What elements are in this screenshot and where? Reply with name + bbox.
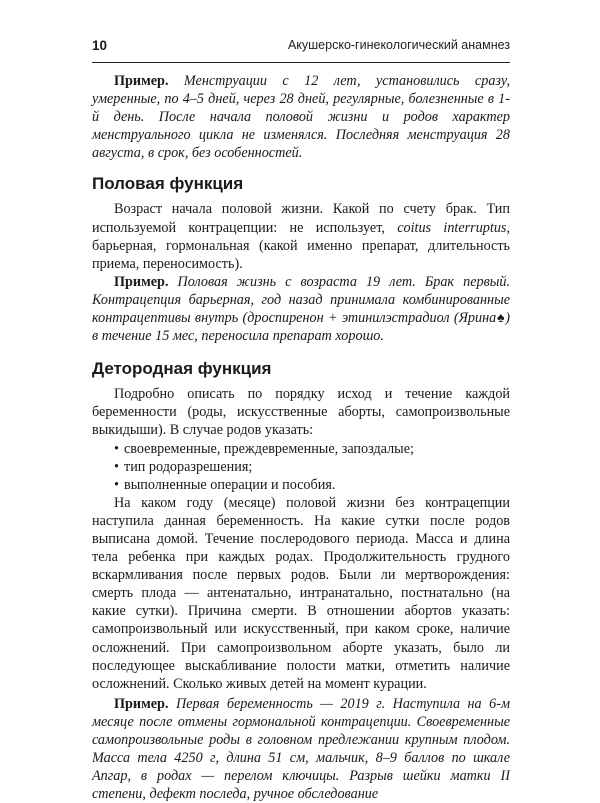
paragraph-text: , барьерная, гормональная (какой именно препарат, длительность приема, переносимость).: [92, 219, 510, 272]
example-pregnancy: [92, 695, 510, 803]
list-item-text: выполненные операции и пособия.: [124, 476, 336, 493]
bullet-list: [92, 440, 510, 494]
list-item: [114, 440, 510, 458]
list-item: [114, 458, 510, 476]
example-sexual-function: [92, 273, 510, 345]
header-divider: [92, 62, 510, 63]
paragraph-sexual-function: [92, 200, 510, 272]
bullet-glyph: •: [114, 440, 119, 457]
example-text: Половая жизнь с возраста 19 лет. Брак первый. Контрацепция барьерная, год назад принимала комбинированные контрацептивы внутрь (дроспиренон + этинилэстрадиол (Ярина♠) в течение 15 мес, переносила препарат хорошо.: [92, 273, 510, 345]
page-number: 10: [92, 38, 108, 53]
heading-sexual-function: Половая функция: [92, 174, 244, 194]
example-menstruation: [92, 72, 510, 162]
latin-term: coitus interruptus: [397, 219, 507, 236]
list-item: [114, 476, 510, 494]
heading-reproductive-function: Детородная функция: [92, 359, 272, 379]
example-lead: Пример.: [114, 695, 169, 712]
example-subject: Первая беременность: [168, 695, 313, 712]
bullet-glyph: •: [114, 476, 119, 493]
example-text: Менструации с 12 лет, установились сразу, умеренные, по 4–5 дней, через 28 дней, регулярные, болезненные в 1-й день. После начала половой жизни и родов характер менструального цикла не изменялся. Последняя менструация 28 августа, в срок, без особенностей.: [92, 73, 510, 162]
example-text: — 2019 г. Наступила на 6-м месяце после отмены гормональной контрацепции. Своевременные самопроизвольные роды в головном предлежании крупным плодом. Масса тела 4250 г, длина 51 см, мальчик, 8–9 баллов по шкале Апгар, в родах — перелом ключицы. Разрыв шейки матки II степени, дефект последа, ручное обследование: [92, 695, 510, 803]
paragraph-reproductive-main: На каком году (месяце) половой жизни без контрацепции наступила данная беременность. На какие сутки после родов выписана домой. Течение послеродового периода. Масса и длина тела ребенка при каждых родах. Продолжительность грудного вскармливания после первых родов. Были ли мертворождения: смерть плода — антенатально, интранатально, постнатально (на какие сутки). Причина смерти. В отношении абортов указать: самопроизвольный или искусственный, при каком сроке, наличие осложнений. При самопроизвольном аборте указать, было ли последующее выскабливание полости матки, отметить наличие осложнений. Сколько живых детей на момент курации.: [92, 494, 510, 692]
example-lead: Пример.: [114, 73, 169, 89]
example-lead: Пример.: [114, 273, 169, 290]
paragraph-text: Возраст начала половой жизни. Какой по счету брак. Тип используемой контрацепции: не использует,: [92, 201, 510, 236]
list-item-text: тип родоразрешения;: [124, 458, 253, 475]
running-title: Акушерско-гинекологический анамнез: [287, 38, 510, 52]
list-item-text: своевременные, преждевременные, запоздалые;: [124, 440, 414, 457]
running-header: [92, 38, 510, 62]
bullet-glyph: •: [114, 458, 119, 475]
page-body: [92, 72, 510, 803]
paragraph-reproductive-intro: Подробно описать по порядку исход и течение каждой беременности (роды, искусственные аборты, самопроизвольные выкидыши). В случае родов указать:: [92, 386, 510, 439]
